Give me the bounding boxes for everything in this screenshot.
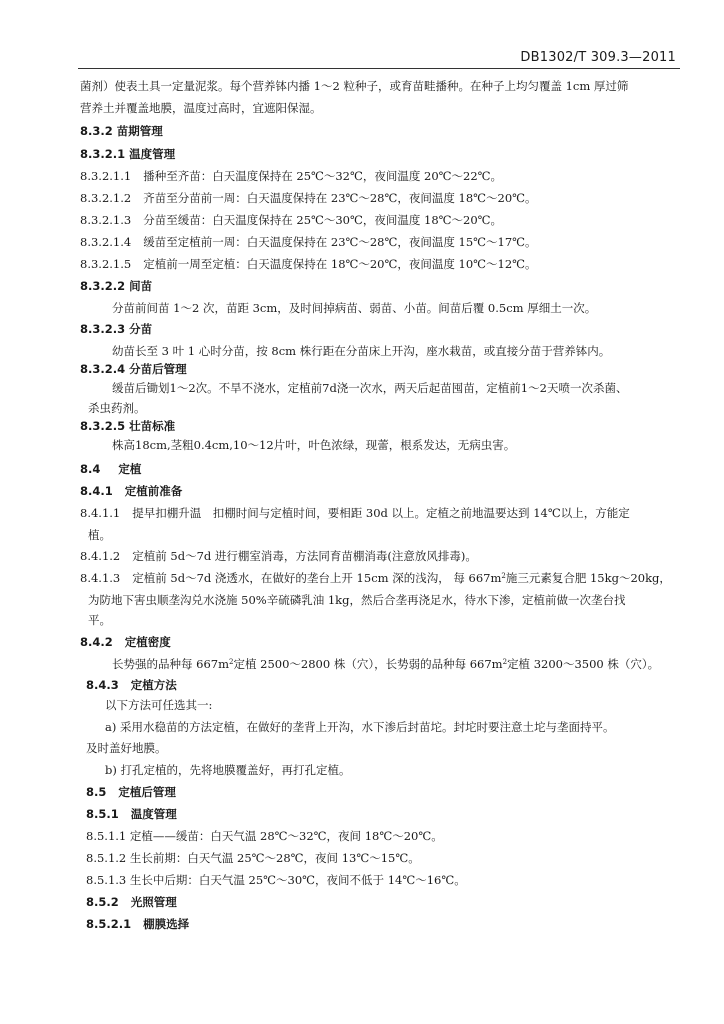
clause-line: 8.3.2.1.4 缓苗至定植前一周：白天温度保持在 23℃～28℃，夜间温度 15℃～17℃。 [80, 235, 537, 249]
paragraph-line: 杀虫药剂。 [88, 401, 146, 415]
paragraph-line: 以下方法可任选其一: [105, 698, 213, 712]
paragraph-line: 为防地下害虫顺垄沟兑水浇施 50%辛硫磷乳油 1kg，然后合垄再浇足水，待水下渗，定植前做一次垄台找 [88, 593, 626, 607]
section-heading: 8.3.2.5 壮苗标准 [80, 419, 176, 433]
section-heading: 8.5 定植后管理 [86, 785, 176, 799]
clause-line: 8.3.2.1.3 分苗至缓苗：白天温度保持在 25℃～30℃，夜间温度 18℃～20℃。 [80, 213, 503, 227]
section-heading: 8.4 定植 [80, 462, 142, 476]
section-heading: 8.4.3 定植方法 [86, 678, 177, 692]
section-heading: 8.4.2 定植密度 [80, 635, 171, 649]
section-heading: 8.4.1 定植前准备 [80, 484, 183, 498]
paragraph-line: 植。 [88, 528, 111, 542]
list-item: a) 采用水稳苗的方法定植，在做好的垄背上开沟，水下渗后封苗坨。封坨时要注意土坨与垄面持平。 [105, 720, 615, 734]
section-heading: 8.3.2.4 分苗后管理 [80, 362, 187, 376]
section-heading: 8.3.2 苗期管理 [80, 124, 163, 138]
paragraph-line: 缓苗后锄划1～2次。不旱不浇水，定植前7d浇一次水，两天后起苗囤苗，定植前1～2天喷一次杀菌、 [112, 381, 628, 395]
paragraph-line: 平。 [88, 613, 111, 627]
section-heading: 8.3.2.1 温度管理 [80, 147, 176, 161]
section-heading: 8.5.1 温度管理 [86, 807, 177, 821]
clause-line: 8.4.1.1 提早扣棚升温 扣棚时间与定植时间，要相距 30d 以上。定植之前地温要达到 14℃以上，方能定 [80, 506, 630, 520]
paragraph-line: 长势强的品种每 $667m^2$定植 2500～2800 株（穴），长势弱的品种每 $667m^2$定植 3200～3500 株（穴）。 [112, 657, 660, 671]
section-heading: 8.3.2.2 间苗 [80, 279, 153, 293]
paragraph-line: 菌剂）使表土具一定量泥浆。每个营养钵内播 1～2 粒种子，或育苗畦播种。在种子上均匀覆盖 1cm 厚过筛 [80, 79, 629, 93]
paragraph-line: 及时盖好地膜。 [86, 741, 167, 755]
clause-line: 8.4.1.3 定植前 5d～7d 浇透水，在做好的垄台上开 15cm 深的浅沟， 每 $667m^2$施三元素复合肥 15kg～20kg， [80, 571, 671, 585]
paragraph-line: 株高18cm,茎粗0.4cm,10～12片叶，叶色浓绿，现蕾，根系发达，无病虫害。 [112, 438, 516, 452]
clause-line: 8.4.1.2 定植前 5d～7d 进行棚室消毒，方法同育苗棚消毒(注意放风排毒)。 [80, 549, 477, 563]
doc-id-header: DB1302/T 309.3—2011 [520, 50, 676, 65]
clause-line: 8.3.2.1.2 齐苗至分苗前一周：白天温度保持在 23℃～28℃，夜间温度 18℃～20℃。 [80, 191, 537, 205]
section-heading: 8.5.2 光照管理 [86, 895, 177, 909]
section-heading: 8.5.2.1 棚膜选择 [86, 917, 190, 931]
paragraph-line: 幼苗长至 3 叶 1 心时分苗，按 8cm 株行距在分苗床上开沟，座水栽苗，或直接分苗于营养钵内。 [112, 344, 611, 358]
list-item: b) 打孔定植的，先将地膜覆盖好，再打孔定植。 [105, 763, 351, 777]
clause-line: 8.5.1.2 生长前期：白天气温 25℃～28℃，夜间 13℃～15℃。 [86, 851, 420, 865]
section-heading: 8.3.2.3 分苗 [80, 322, 153, 336]
clause-line: 8.3.2.1.1 播种至齐苗：白天温度保持在 25℃～32℃，夜间温度 20℃～22℃。 [80, 169, 503, 183]
clause-line: 8.3.2.1.5 定植前一周至定植：白天温度保持在 18℃～20℃，夜间温度 10℃～12℃。 [80, 257, 537, 271]
paragraph-line: 分苗前间苗 1～2 次，苗距 3cm，及时间掉病苗、弱苗、小苗。间苗后覆 0.5cm 厚细土一次。 [112, 301, 597, 315]
header-rule [78, 68, 680, 69]
clause-line: 8.5.1.1 定植——缓苗：白天气温 28℃～32℃，夜间 18℃～20℃。 [86, 829, 443, 843]
clause-line: 8.5.1.3 生长中后期：白天气温 25℃～30℃，夜间不低于 14℃～16℃。 [86, 873, 466, 887]
paragraph-line: 营养土并覆盖地膜，温度过高时，宜遮阳保湿。 [80, 101, 322, 115]
